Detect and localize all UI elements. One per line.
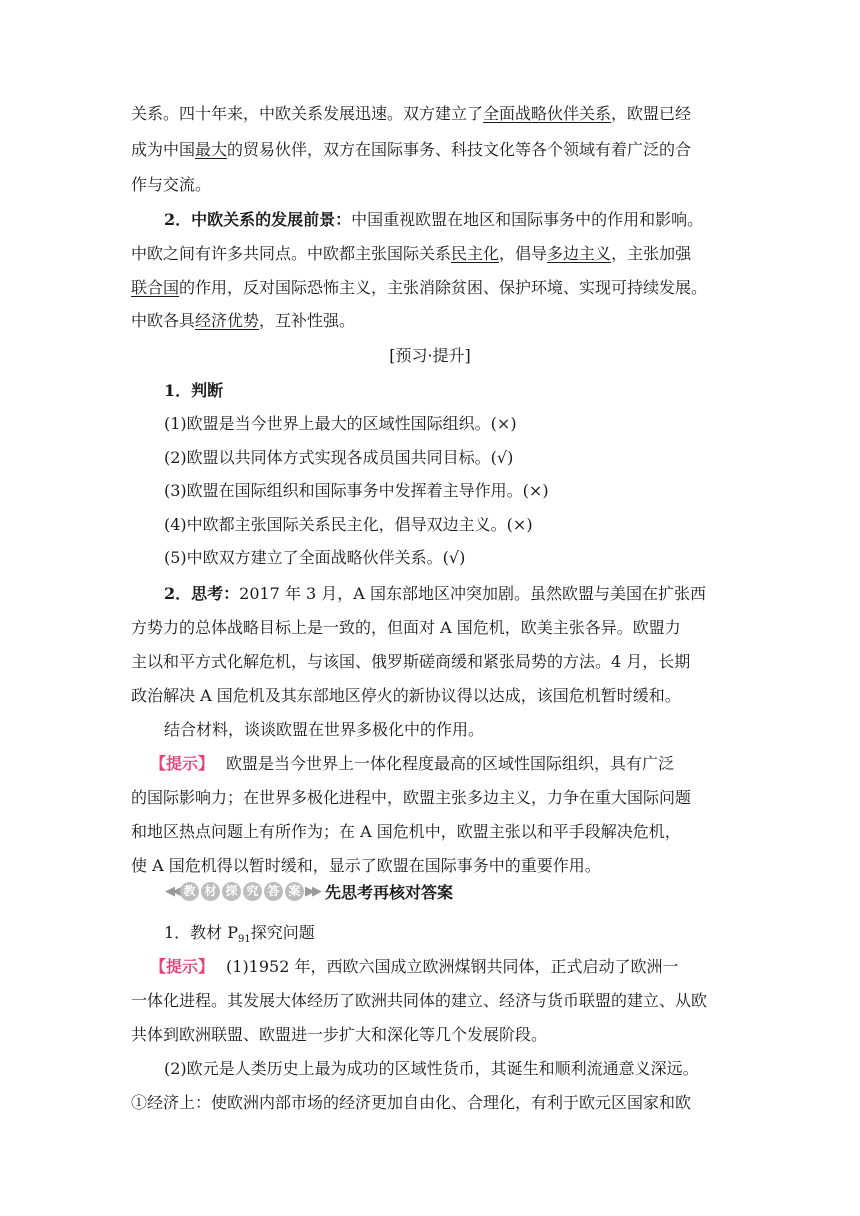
paragraph-line: 使 A 国危机得以暂时缓和，显示了欧盟在国际事务中的重要作用。 xyxy=(131,856,601,875)
banner-chip: 案 xyxy=(285,882,304,901)
paragraph-line xyxy=(131,139,731,161)
underlined-term: 全面战略伙伴关系 xyxy=(483,104,612,123)
paragraph-line xyxy=(131,103,731,125)
paragraph-line xyxy=(150,753,750,775)
paragraph-line: ①经济上：使欧洲内部市场的经济更加自由化、合理化，有利于欧元区国家和欧 xyxy=(131,1093,692,1112)
judge-heading: 1．判断 xyxy=(164,381,224,400)
page-number: 91 xyxy=(238,934,251,946)
banner-chip: 答 xyxy=(264,882,283,901)
hint-label: 【提示】 xyxy=(150,754,215,773)
underlined-term: 最大 xyxy=(195,140,228,159)
judge-item: (4)中欧都主张国际关系民主化，倡导双边主义。(×) xyxy=(164,515,533,534)
paragraph-line xyxy=(131,310,731,332)
section-title: [预习·提升] xyxy=(389,346,471,365)
judge-item: (1)欧盟是当今世界上最大的区域性国际组织。(×) xyxy=(164,414,517,433)
judge-item: (3)欧盟在国际组织和国际事务中发挥着主导作用。(×) xyxy=(164,481,549,500)
paragraph-line: (2)欧元是人类历史上最为成功的区域性货币，其诞生和顺利流通意义深远。 xyxy=(164,1059,699,1078)
double-chevron-right-icon: ▶▶ xyxy=(305,883,319,899)
text: 欧盟是当今世界上一体化程度最高的区域性国际组织，具有广泛 xyxy=(226,754,675,773)
paragraph-line: 方势力的总体战略目标上是一致的，但面对 A 国危机，欧美主张各异。欧盟力 xyxy=(131,618,681,637)
banner-chip: 材 xyxy=(201,882,220,901)
paragraph-line xyxy=(131,243,731,265)
banner-chip: 教 xyxy=(180,882,199,901)
section-heading: 2．中欧关系的发展前景： xyxy=(164,210,352,229)
paragraph-line xyxy=(131,277,731,299)
text: 探究问题 xyxy=(250,923,315,942)
paragraph-line xyxy=(164,209,764,231)
paragraph-line: 和地区热点问题上有所作为；在 A 国危机中，欧盟主张以和平手段解决危机， xyxy=(131,822,681,841)
text: 关系。四十年来，中欧关系发展迅速。双方建立了 xyxy=(131,104,484,123)
double-chevron-left-icon: ◀◀ xyxy=(165,883,179,899)
judge-item: (5)中欧双方建立了全面战略伙伴关系。(√) xyxy=(164,548,466,567)
paragraph-line: 的国际影响力；在世界多极化进程中，欧盟主张多边主义，力争在重大国际问题 xyxy=(131,788,692,807)
banner-chip: 探 xyxy=(222,882,241,901)
text: 中国重视欧盟在地区和国际事务中的作用和影响。 xyxy=(351,210,704,229)
text: (1)1952 年，西欧六国成立欧洲煤钢共同体，正式启动了欧洲一 xyxy=(226,957,679,976)
text: 2017 年 3 月，A 国东部地区冲突加剧。虽然欧盟与美国在扩张西 xyxy=(239,584,706,603)
paragraph-line: 主以和平方式化解危机，与该国、俄罗斯磋商缓和紧张局势的方法。4 月，长期 xyxy=(131,652,691,671)
text: ，欧盟已经 xyxy=(611,104,692,123)
text: 1．教材 P xyxy=(164,923,239,942)
hint-label: 【提示】 xyxy=(150,957,215,976)
text: 成为中国 xyxy=(131,140,196,159)
banner-text: 先思考再核对答案 xyxy=(325,882,454,902)
underlined-term: 民主化 xyxy=(451,244,500,263)
text: 作与交流。 xyxy=(131,175,212,194)
paragraph-line xyxy=(131,174,731,196)
think-label: 2．思考： xyxy=(164,584,240,603)
text: ，互补性强。 xyxy=(259,311,356,330)
answer-banner xyxy=(165,880,453,902)
text: 中欧各具 xyxy=(131,311,196,330)
paragraph-line: 共体到欧洲联盟、欧盟进一步扩大和深化等几个发展阶段。 xyxy=(131,1025,548,1044)
text: ，倡导 xyxy=(499,244,548,263)
paragraph-line xyxy=(150,956,750,978)
underlined-term: 经济优势 xyxy=(195,311,260,330)
text: ，主张加强 xyxy=(611,244,692,263)
paragraph-line: 一体化进程。其发展大体经历了欧洲共同体的建立、经济与货币联盟的建立、从欧 xyxy=(131,991,708,1010)
text: 的贸易伙伴，双方在国际事务、科技文化等各个领域有着广泛的合 xyxy=(227,140,692,159)
paragraph-line: 政治解决 A 国危机及其东部地区停火的新协议得以达成，该国危机暂时缓和。 xyxy=(131,686,681,705)
banner-chip: 究 xyxy=(243,882,262,901)
underlined-term: 联合国 xyxy=(131,278,180,297)
textbook-heading xyxy=(164,922,764,951)
text: 中欧之间有许多共同点。中欧都主张国际关系 xyxy=(131,244,452,263)
question-line: 结合材料，谈谈欧盟在世界多极化中的作用。 xyxy=(164,720,485,739)
text: 的作用，反对国际恐怖主义，主张消除贫困、保护环境、实现可持续发展。 xyxy=(179,278,708,297)
judge-item: (2)欧盟以共同体方式实现各成员国共同目标。(√) xyxy=(164,448,514,467)
paragraph-line xyxy=(164,583,764,605)
underlined-term: 多边主义 xyxy=(547,244,612,263)
